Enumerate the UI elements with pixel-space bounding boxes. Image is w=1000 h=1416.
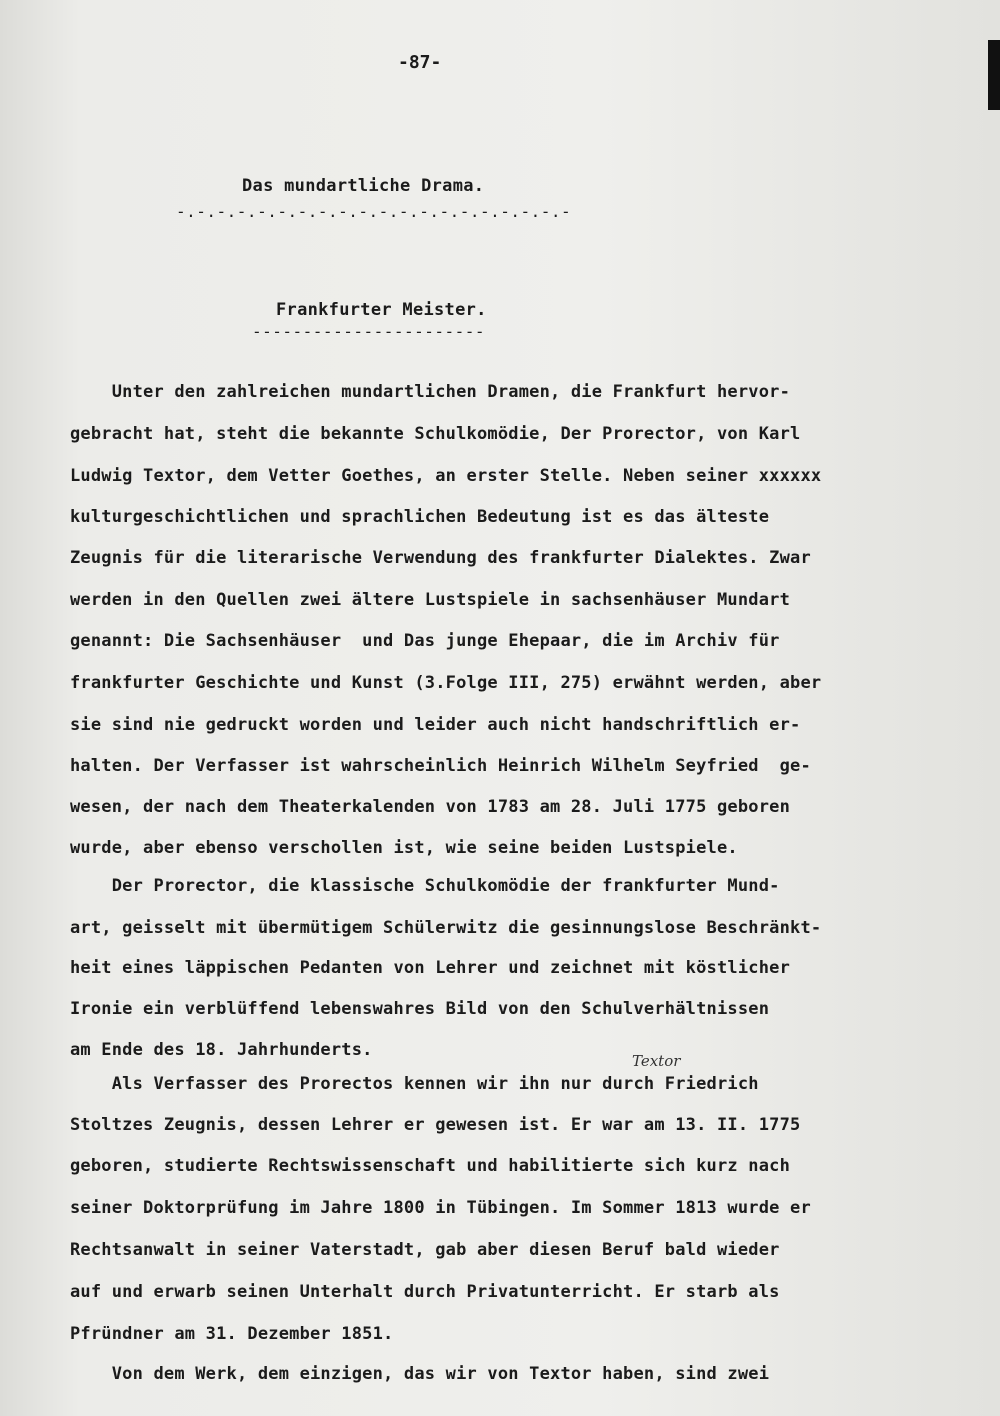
text-line: Zeugnis für die literarische Verwendung des frankfurter Dialektes. Zwar [70, 548, 811, 568]
text-line: sie sind nie gedruckt worden und leider auch nicht handschriftlich er- [70, 715, 801, 735]
text-line: Pfründner am 31. Dezember 1851. [70, 1324, 394, 1344]
handwritten-correction: Textor [632, 1052, 681, 1070]
text-line: werden in den Quellen zwei ältere Lustspiele in sachsenhäuser Mundart [70, 590, 791, 610]
text-line: gebracht hat, steht die bekannte Schulkomödie, Der Prorector, von Karl [70, 424, 801, 444]
text-line: kulturgeschichtlichen und sprachlichen Bedeutung ist es das älteste [70, 507, 770, 527]
text-line: Ludwig Textor, dem Vetter Goethes, an erster Stelle. Neben seiner xxxxxx [70, 466, 822, 486]
subsection-rule: ----------------------- [252, 322, 486, 341]
section-title: Das mundartliche Drama. [242, 176, 485, 196]
text-line: Als Verfasser des Prorectos kennen wir ihn nur durch Friedrich [70, 1074, 759, 1094]
text-line: Der Prorector, die klassische Schulkomödie der frankfurter Mund- [70, 876, 780, 896]
text-line: art, geisselt mit übermütigem Schülerwitz die gesinnungslose Beschränkt- [70, 918, 822, 938]
text-line: Von dem Werk, dem einzigen, das wir von Textor haben, sind zwei [70, 1364, 770, 1384]
text-line: halten. Der Verfasser ist wahrscheinlich Heinrich Wilhelm Seyfried ge- [70, 756, 811, 776]
text-line: heit eines läppischen Pedanten von Lehrer und zeichnet mit köstlicher [70, 958, 791, 978]
page-number: -87- [398, 52, 442, 73]
text-line: Rechtsanwalt in seiner Vaterstadt, gab aber diesen Beruf bald wieder [70, 1240, 780, 1260]
section-rule: -.-.-.-.-.-.-.-.-.-.-.-.-.-.-.-.-.-.-.- [176, 202, 572, 221]
subsection-title: Frankfurter Meister. [276, 300, 487, 320]
scan-edge-mark [988, 40, 1000, 110]
text-line: wurde, aber ebenso verschollen ist, wie seine beiden Lustspiele. [70, 838, 738, 858]
text-line: Ironie ein verblüffend lebenswahres Bild von den Schulverhältnissen [70, 999, 770, 1019]
text-line: wesen, der nach dem Theaterkalenden von 1783 am 28. Juli 1775 geboren [70, 797, 791, 817]
text-line: seiner Doktorprüfung im Jahre 1800 in Tübingen. Im Sommer 1813 wurde er [70, 1198, 811, 1218]
text-line: genannt: Die Sachsenhäuser und Das junge Ehepaar, die im Archiv für [70, 631, 780, 651]
text-line: geboren, studierte Rechtswissenschaft und habilitierte sich kurz nach [70, 1156, 791, 1176]
text-line: frankfurter Geschichte und Kunst (3.Folge III, 275) erwähnt werden, aber [70, 673, 822, 693]
text-line: Stoltzes Zeugnis, dessen Lehrer er gewesen ist. Er war am 13. II. 1775 [70, 1115, 801, 1135]
text-line: auf und erwarb seinen Unterhalt durch Privatunterricht. Er starb als [70, 1282, 780, 1302]
text-line: am Ende des 18. Jahrhunderts. [70, 1040, 373, 1060]
text-line: Unter den zahlreichen mundartlichen Dramen, die Frankfurt hervor- [70, 382, 791, 402]
